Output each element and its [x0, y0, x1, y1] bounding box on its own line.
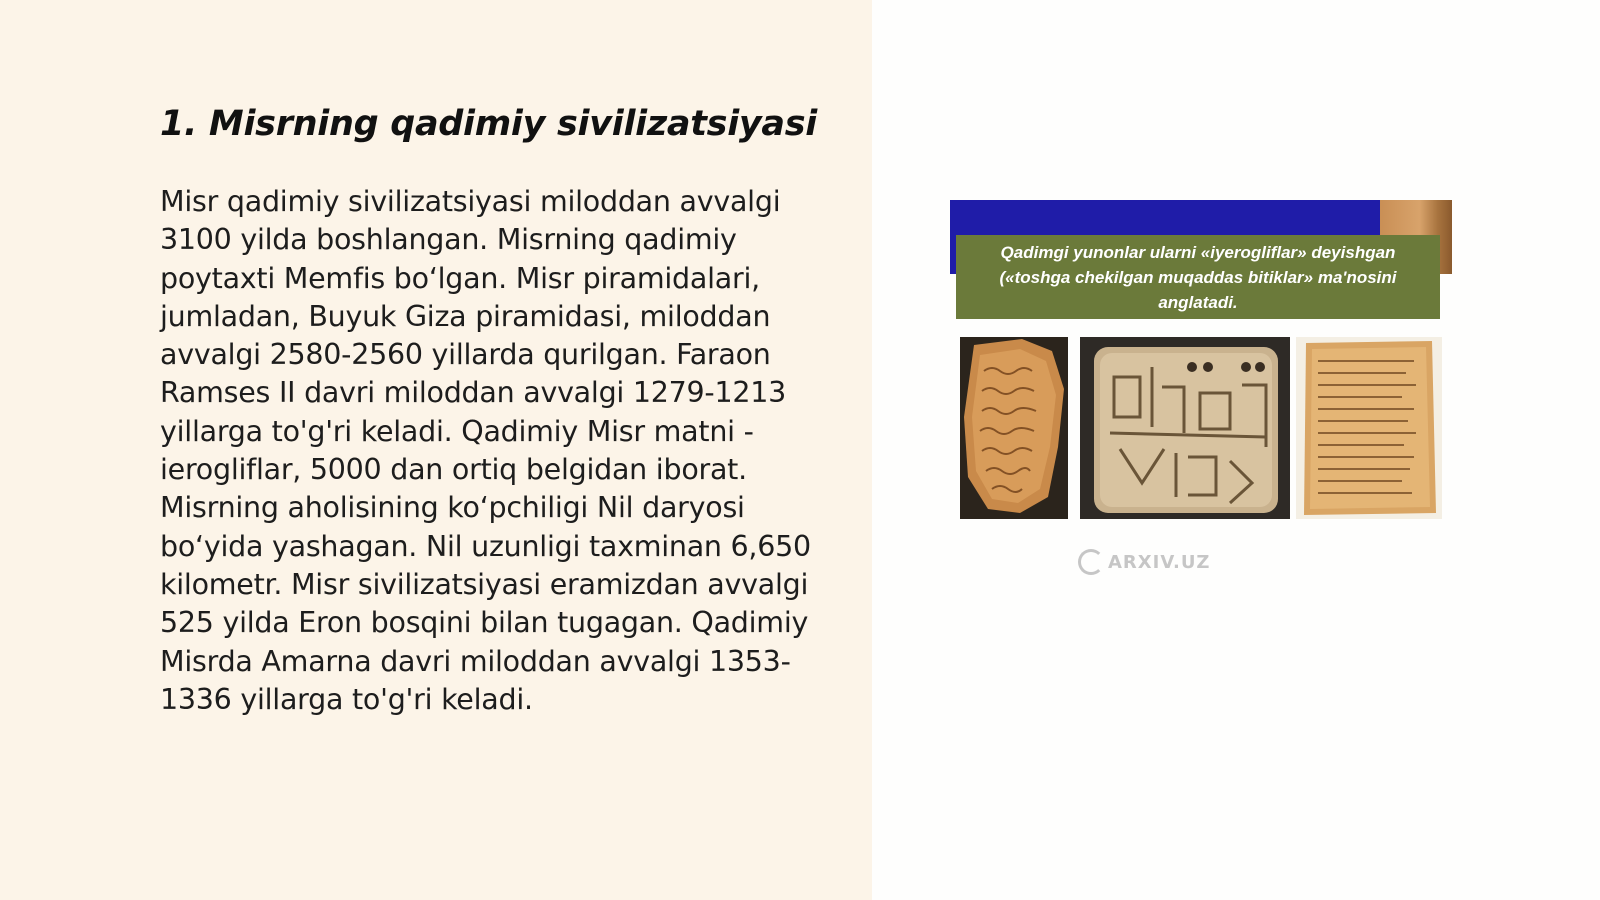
- arxiv-logo-icon: [1078, 549, 1104, 575]
- slide-body-text: Misr qadimiy sivilizatsiyasi miloddan avvalgi 3100 yilda boshlangan. Misrning qadimiy poytaxti Memfis bo‘lgan. Misr piramidalari, jumladan, Buyuk Giza piramidasi, miloddan avvalgi 2580-2560 yillarda qurilgan. Faraon Ramses II davri miloddan avvalgi 1279-1213 yillarga to'g'ri keladi. Qadimiy Misr matni - ierogliflar, 5000 dan ortiq belgidan iborat. Misrning aholisining ko‘pchiligi Nil daryosi bo‘yida yashagan. Nil uzunligi taxminan 6,650 kilometr. Misr sivilizatsiyasi eramizdan avvalgi 525 yilda Eron bosqini bilan tugagan. Qadimiy Misrda Amarna davri miloddan avvalgi 1353-1336 yillarga to'g'ri keladi.: [160, 185, 811, 716]
- clay-fragment-photo: [960, 337, 1068, 519]
- watermark-text: ARXIV.UZ: [1108, 551, 1211, 573]
- papyrus-photo: [1296, 337, 1442, 519]
- slide-title: 1. Misrning qadimiy sivilizatsiyasi: [160, 104, 817, 144]
- figure-caption: Qadimgi yunonlar ularni «iyerogliflar» deyishgan («toshga chekilgan muqaddas bitiklar» ma'nosini anglatadi.: [999, 242, 1397, 312]
- figure-caption-box: [956, 235, 1440, 319]
- watermark: [1078, 547, 1210, 577]
- clay-tablet-photo: [1080, 337, 1290, 519]
- hieroglyph-figure: [950, 198, 1452, 582]
